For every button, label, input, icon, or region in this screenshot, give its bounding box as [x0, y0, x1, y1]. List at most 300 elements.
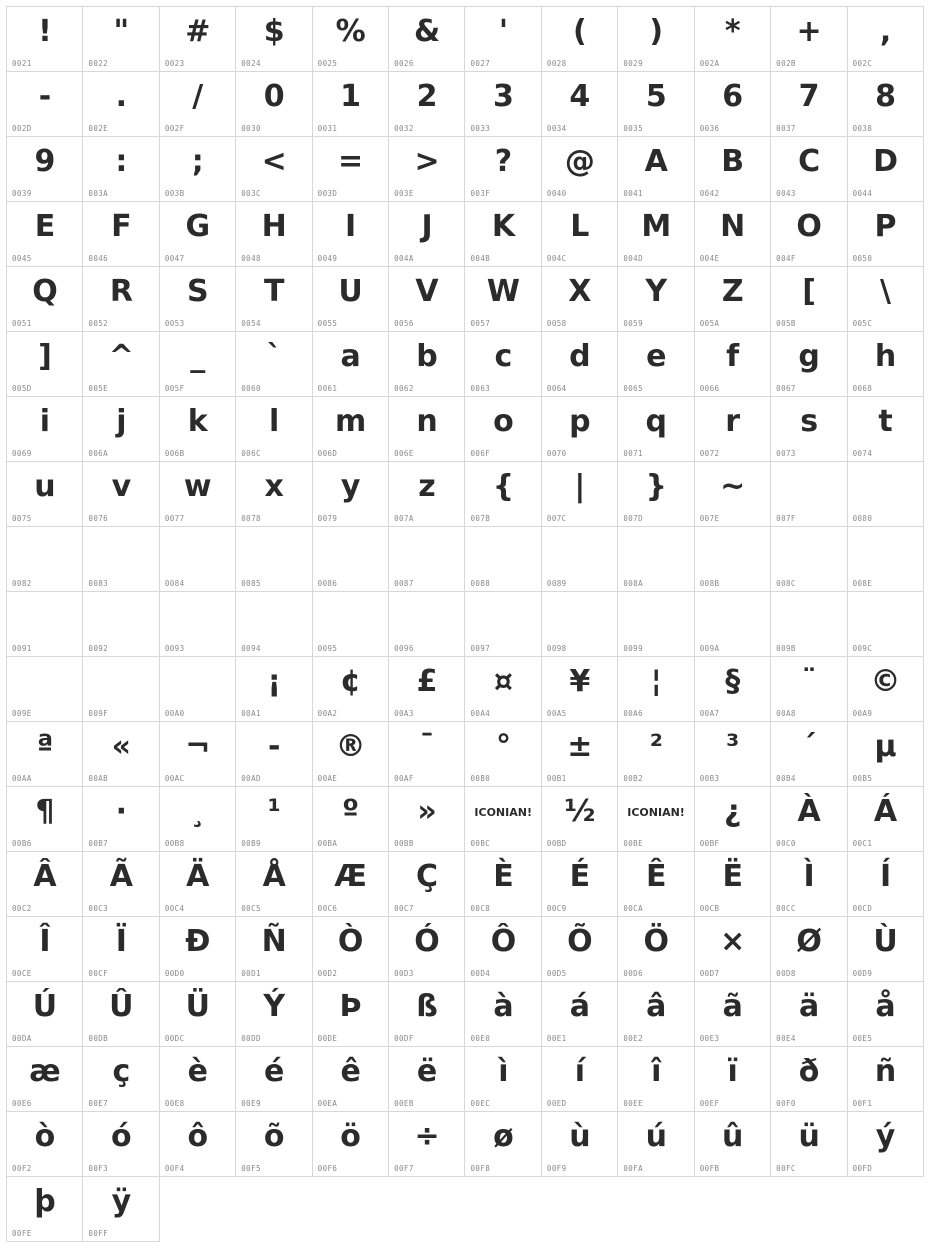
glyph-cell[interactable]	[618, 917, 694, 982]
glyph-cell[interactable]	[313, 1047, 389, 1112]
glyph-cell[interactable]	[695, 267, 771, 332]
glyph-cell[interactable]	[695, 787, 771, 852]
glyph-cell[interactable]	[695, 982, 771, 1047]
glyph-cell[interactable]	[7, 1047, 83, 1112]
glyph-cell[interactable]	[83, 332, 159, 397]
glyph-codepoint: 0097	[470, 644, 491, 653]
glyph-codepoint: 00BF	[699, 839, 720, 848]
glyph-cell[interactable]	[465, 462, 541, 527]
glyph-cell[interactable]	[771, 1112, 847, 1177]
glyph-codepoint: 003F	[470, 189, 491, 198]
glyph-cell[interactable]	[83, 202, 159, 267]
glyph-cell[interactable]	[7, 7, 83, 72]
glyph-char: A	[644, 144, 668, 179]
glyph-grid	[6, 6, 924, 1242]
glyph-cell[interactable]	[236, 1112, 312, 1177]
glyph-cell[interactable]	[160, 657, 236, 722]
glyph-char: è	[187, 1054, 208, 1089]
glyph-cell[interactable]	[695, 202, 771, 267]
glyph-cell[interactable]	[389, 852, 465, 917]
glyph-cell[interactable]	[160, 592, 236, 657]
glyph-cell[interactable]	[313, 527, 389, 592]
glyph-codepoint: 0069	[12, 449, 32, 458]
glyph-codepoint: 00A7	[699, 709, 720, 718]
glyph-cell[interactable]	[618, 657, 694, 722]
glyph-cell[interactable]	[160, 462, 236, 527]
glyph-cell[interactable]	[160, 72, 236, 137]
glyph-codepoint: 00AB	[88, 774, 109, 783]
glyph-cell[interactable]	[465, 1047, 541, 1112]
glyph-char: ICONIAN!	[474, 805, 532, 819]
glyph-cell[interactable]	[236, 332, 312, 397]
glyph-cell[interactable]	[618, 1112, 694, 1177]
glyph-cell[interactable]	[313, 202, 389, 267]
glyph-cell[interactable]	[7, 787, 83, 852]
glyph-cell[interactable]	[542, 1112, 618, 1177]
glyph-cell[interactable]	[848, 852, 924, 917]
glyph-cell[interactable]	[313, 982, 389, 1047]
glyph-cell[interactable]	[848, 592, 924, 657]
glyph-cell[interactable]	[313, 332, 389, 397]
glyph-cell[interactable]	[7, 852, 83, 917]
glyph-cell[interactable]	[236, 462, 312, 527]
glyph-cell[interactable]	[771, 267, 847, 332]
glyph-char: µ	[874, 729, 897, 764]
glyph-cell[interactable]	[7, 462, 83, 527]
glyph-char: Ö	[643, 924, 669, 959]
glyph-codepoint: 0049	[317, 254, 338, 263]
glyph-cell[interactable]	[465, 267, 541, 332]
glyph-cell[interactable]	[848, 332, 924, 397]
glyph-codepoint: 007A	[394, 514, 414, 523]
glyph-char	[771, 527, 846, 577]
glyph-cell[interactable]	[542, 397, 618, 462]
glyph-cell[interactable]	[7, 332, 83, 397]
glyph-cell[interactable]	[160, 917, 236, 982]
glyph-codepoint: 00FD	[852, 1164, 873, 1173]
glyph-cell[interactable]	[313, 1112, 389, 1177]
glyph-codepoint: 00FC	[776, 1164, 796, 1173]
glyph-cell[interactable]	[618, 332, 694, 397]
glyph-char: ¥	[569, 664, 590, 699]
glyph-cell[interactable]	[542, 852, 618, 917]
glyph-char: Ç	[416, 859, 438, 894]
glyph-cell[interactable]	[236, 592, 312, 657]
glyph-codepoint: 0023	[164, 59, 185, 68]
glyph-cell[interactable]	[83, 1112, 159, 1177]
glyph-codepoint: 00DB	[88, 1034, 109, 1043]
glyph-char: Ä	[186, 859, 209, 894]
glyph-cell[interactable]	[236, 7, 312, 72]
glyph-cell[interactable]	[695, 397, 771, 462]
glyph-cell[interactable]	[7, 527, 83, 592]
glyph-cell[interactable]	[542, 202, 618, 267]
glyph-cell[interactable]	[389, 7, 465, 72]
glyph-cell[interactable]	[236, 1047, 312, 1112]
glyph-cell[interactable]	[236, 657, 312, 722]
glyph-cell[interactable]	[695, 592, 771, 657]
glyph-cell[interactable]	[695, 1047, 771, 1112]
glyph-codepoint: 0096	[394, 644, 414, 653]
glyph-cell[interactable]	[465, 137, 541, 202]
glyph-codepoint: 0022	[88, 59, 109, 68]
glyph-cell[interactable]	[848, 527, 924, 592]
glyph-cell[interactable]	[771, 397, 847, 462]
glyph-cell[interactable]	[542, 72, 618, 137]
glyph-cell[interactable]	[771, 202, 847, 267]
glyph-cell[interactable]	[7, 72, 83, 137]
glyph-cell[interactable]	[389, 202, 465, 267]
glyph-cell[interactable]	[771, 137, 847, 202]
glyph-char: V	[415, 274, 439, 309]
glyph-char: q	[645, 404, 667, 439]
glyph-cell[interactable]	[618, 722, 694, 787]
glyph-cell[interactable]	[542, 462, 618, 527]
glyph-cell[interactable]	[542, 722, 618, 787]
glyph-cell[interactable]	[618, 982, 694, 1047]
glyph-codepoint: 00CE	[12, 969, 32, 978]
glyph-cell[interactable]	[848, 7, 924, 72]
glyph-codepoint: 00C4	[164, 904, 185, 913]
glyph-cell[interactable]	[83, 137, 159, 202]
glyph-cell[interactable]	[848, 1112, 924, 1177]
glyph-char: Ø	[796, 924, 822, 959]
glyph-cell[interactable]	[465, 657, 541, 722]
glyph-char: f	[726, 339, 739, 374]
glyph-cell[interactable]	[160, 332, 236, 397]
glyph-cell[interactable]	[236, 917, 312, 982]
glyph-cell[interactable]	[465, 397, 541, 462]
glyph-cell[interactable]	[83, 657, 159, 722]
glyph-cell[interactable]	[83, 592, 159, 657]
glyph-cell[interactable]	[771, 787, 847, 852]
glyph-cell[interactable]	[160, 137, 236, 202]
glyph-char: C	[798, 144, 820, 179]
glyph-cell[interactable]	[313, 722, 389, 787]
glyph-cell[interactable]	[848, 267, 924, 332]
glyph-cell[interactable]	[618, 852, 694, 917]
glyph-cell[interactable]	[236, 72, 312, 137]
glyph-char: Ó	[414, 924, 440, 959]
glyph-char	[160, 592, 235, 642]
glyph-cell[interactable]	[542, 657, 618, 722]
glyph-cell[interactable]	[313, 267, 389, 332]
glyph-cell[interactable]	[542, 332, 618, 397]
glyph-cell[interactable]	[618, 527, 694, 592]
glyph-char: `	[266, 339, 282, 374]
glyph-char: Ñ	[261, 924, 287, 959]
glyph-cell[interactable]	[236, 202, 312, 267]
glyph-cell[interactable]	[465, 202, 541, 267]
glyph-char: L	[570, 209, 589, 244]
glyph-char: Î	[39, 924, 51, 959]
glyph-cell[interactable]	[389, 527, 465, 592]
glyph-cell[interactable]	[7, 267, 83, 332]
glyph-cell[interactable]	[695, 722, 771, 787]
glyph-cell[interactable]	[313, 7, 389, 72]
glyph-cell[interactable]	[83, 917, 159, 982]
glyph-cell[interactable]	[313, 917, 389, 982]
glyph-cell[interactable]	[83, 1047, 159, 1112]
glyph-cell[interactable]	[695, 137, 771, 202]
glyph-char: ±	[567, 729, 592, 764]
glyph-cell[interactable]	[848, 1047, 924, 1112]
glyph-cell[interactable]	[389, 1112, 465, 1177]
glyph-cell[interactable]	[236, 722, 312, 787]
glyph-cell[interactable]	[695, 332, 771, 397]
glyph-cell[interactable]	[618, 397, 694, 462]
glyph-cell[interactable]	[83, 267, 159, 332]
glyph-cell[interactable]	[7, 592, 83, 657]
glyph-cell[interactable]	[313, 397, 389, 462]
glyph-cell[interactable]	[465, 7, 541, 72]
glyph-cell[interactable]	[771, 917, 847, 982]
glyph-char	[313, 592, 388, 642]
glyph-char: Ì	[803, 859, 815, 894]
glyph-cell[interactable]	[7, 982, 83, 1047]
glyph-cell[interactable]	[7, 1177, 83, 1242]
glyph-cell[interactable]	[313, 72, 389, 137]
glyph-cell[interactable]	[465, 592, 541, 657]
glyph-codepoint: 0076	[88, 514, 109, 523]
glyph-char	[848, 527, 923, 577]
glyph-cell[interactable]	[160, 1047, 236, 1112]
glyph-codepoint: 0030	[241, 124, 261, 133]
glyph-char: à	[493, 989, 514, 1024]
glyph-cell[interactable]	[465, 852, 541, 917]
glyph-codepoint: 0070	[546, 449, 567, 458]
glyph-char: >	[414, 144, 440, 179]
glyph-codepoint: 0099	[623, 644, 643, 653]
glyph-cell[interactable]	[771, 462, 847, 527]
glyph-cell[interactable]	[848, 397, 924, 462]
glyph-cell[interactable]	[83, 7, 159, 72]
glyph-cell[interactable]	[618, 1047, 694, 1112]
glyph-cell[interactable]	[618, 787, 694, 852]
glyph-cell[interactable]	[542, 7, 618, 72]
glyph-cell[interactable]	[695, 917, 771, 982]
glyph-cell[interactable]	[848, 202, 924, 267]
glyph-cell[interactable]	[465, 982, 541, 1047]
glyph-codepoint: 0054	[241, 319, 261, 328]
glyph-cell[interactable]	[83, 787, 159, 852]
glyph-cell[interactable]	[83, 72, 159, 137]
glyph-cell[interactable]	[618, 137, 694, 202]
glyph-cell[interactable]	[771, 852, 847, 917]
glyph-cell[interactable]	[695, 852, 771, 917]
glyph-char: 9	[34, 144, 55, 179]
glyph-cell[interactable]	[771, 592, 847, 657]
glyph-char: ¯	[419, 729, 435, 764]
glyph-cell[interactable]	[465, 72, 541, 137]
glyph-cell[interactable]	[618, 7, 694, 72]
glyph-cell[interactable]	[771, 1047, 847, 1112]
glyph-codepoint: 0071	[623, 449, 643, 458]
glyph-cell[interactable]	[313, 462, 389, 527]
glyph-cell[interactable]	[848, 72, 924, 137]
glyph-cell[interactable]	[236, 397, 312, 462]
glyph-char	[695, 592, 770, 642]
glyph-cell[interactable]	[695, 657, 771, 722]
glyph-cell[interactable]	[7, 722, 83, 787]
glyph-cell[interactable]	[848, 722, 924, 787]
glyph-cell[interactable]	[465, 722, 541, 787]
glyph-cell[interactable]	[83, 852, 159, 917]
glyph-cell[interactable]	[695, 462, 771, 527]
glyph-cell[interactable]	[7, 657, 83, 722]
glyph-char	[389, 527, 464, 577]
glyph-cell[interactable]	[771, 527, 847, 592]
glyph-cell[interactable]	[618, 592, 694, 657]
glyph-char: È	[493, 859, 514, 894]
glyph-cell[interactable]	[542, 982, 618, 1047]
glyph-cell[interactable]	[160, 527, 236, 592]
glyph-cell[interactable]	[7, 137, 83, 202]
glyph-cell[interactable]	[389, 592, 465, 657]
glyph-cell[interactable]	[771, 72, 847, 137]
glyph-cell[interactable]	[542, 137, 618, 202]
glyph-cell[interactable]	[389, 137, 465, 202]
glyph-cell[interactable]	[83, 397, 159, 462]
glyph-cell[interactable]	[389, 982, 465, 1047]
glyph-cell[interactable]	[7, 397, 83, 462]
glyph-char: ã	[722, 989, 743, 1024]
glyph-cell[interactable]	[389, 787, 465, 852]
glyph-cell[interactable]	[236, 787, 312, 852]
glyph-cell[interactable]	[160, 787, 236, 852]
glyph-cell[interactable]	[160, 397, 236, 462]
glyph-cell[interactable]	[465, 527, 541, 592]
glyph-cell[interactable]	[313, 787, 389, 852]
glyph-cell[interactable]	[83, 527, 159, 592]
glyph-cell[interactable]	[389, 397, 465, 462]
glyph-cell[interactable]	[465, 917, 541, 982]
glyph-cell[interactable]	[313, 137, 389, 202]
glyph-cell[interactable]	[542, 787, 618, 852]
glyph-char: G	[185, 209, 210, 244]
glyph-cell[interactable]	[160, 7, 236, 72]
glyph-cell[interactable]	[542, 592, 618, 657]
glyph-cell[interactable]	[542, 917, 618, 982]
glyph-cell[interactable]	[848, 657, 924, 722]
glyph-cell[interactable]	[389, 267, 465, 332]
glyph-cell[interactable]	[848, 462, 924, 527]
glyph-cell[interactable]	[160, 267, 236, 332]
glyph-cell[interactable]	[160, 982, 236, 1047]
glyph-cell[interactable]	[618, 202, 694, 267]
glyph-cell[interactable]	[7, 1112, 83, 1177]
glyph-char: Z	[721, 274, 744, 309]
glyph-cell[interactable]	[83, 722, 159, 787]
glyph-codepoint: 00D3	[394, 969, 414, 978]
glyph-cell[interactable]	[389, 722, 465, 787]
glyph-codepoint: 0068	[852, 384, 873, 393]
glyph-codepoint: 0056	[394, 319, 414, 328]
glyph-char: )	[649, 14, 663, 49]
glyph-cell[interactable]	[542, 267, 618, 332]
glyph-cell[interactable]	[389, 657, 465, 722]
glyph-cell[interactable]	[7, 202, 83, 267]
glyph-char	[542, 592, 617, 642]
glyph-cell[interactable]	[695, 7, 771, 72]
glyph-cell[interactable]	[771, 982, 847, 1047]
glyph-cell[interactable]	[83, 982, 159, 1047]
glyph-cell[interactable]	[695, 527, 771, 592]
glyph-codepoint: 0085	[241, 579, 261, 588]
glyph-char: T	[263, 274, 284, 309]
glyph-char: ó	[111, 1119, 132, 1154]
glyph-cell[interactable]	[236, 137, 312, 202]
glyph-cell[interactable]	[389, 72, 465, 137]
glyph-cell[interactable]	[542, 1047, 618, 1112]
glyph-cell[interactable]	[848, 137, 924, 202]
glyph-cell[interactable]	[236, 982, 312, 1047]
glyph-cell[interactable]	[771, 332, 847, 397]
glyph-cell[interactable]	[848, 982, 924, 1047]
glyph-cell[interactable]	[389, 1047, 465, 1112]
glyph-codepoint: 0025	[317, 59, 338, 68]
glyph-cell[interactable]	[7, 917, 83, 982]
glyph-cell[interactable]	[313, 657, 389, 722]
glyph-cell[interactable]	[771, 657, 847, 722]
glyph-cell[interactable]	[236, 852, 312, 917]
glyph-codepoint: 00FE	[12, 1229, 32, 1238]
glyph-codepoint: 009A	[699, 644, 720, 653]
glyph-cell[interactable]	[160, 1112, 236, 1177]
glyph-cell[interactable]	[542, 527, 618, 592]
glyph-codepoint: 006D	[317, 449, 338, 458]
glyph-cell[interactable]	[160, 852, 236, 917]
glyph-cell[interactable]	[389, 332, 465, 397]
glyph-cell[interactable]	[771, 7, 847, 72]
glyph-cell[interactable]	[771, 722, 847, 787]
glyph-cell[interactable]	[695, 72, 771, 137]
glyph-codepoint: 009C	[852, 644, 873, 653]
glyph-codepoint: 00C1	[852, 839, 873, 848]
glyph-cell[interactable]	[695, 1112, 771, 1177]
glyph-char: <	[261, 144, 287, 179]
glyph-char: R	[109, 274, 133, 309]
glyph-codepoint: 00C8	[470, 904, 491, 913]
glyph-cell[interactable]	[848, 787, 924, 852]
glyph-cell[interactable]	[160, 722, 236, 787]
glyph-cell[interactable]	[313, 592, 389, 657]
glyph-cell[interactable]	[848, 917, 924, 982]
glyph-cell[interactable]	[618, 267, 694, 332]
glyph-cell[interactable]	[160, 202, 236, 267]
glyph-char: ò	[34, 1119, 55, 1154]
glyph-codepoint: 0052	[88, 319, 109, 328]
glyph-cell[interactable]	[389, 462, 465, 527]
glyph-cell[interactable]	[83, 462, 159, 527]
glyph-cell[interactable]	[83, 1177, 159, 1242]
glyph-cell[interactable]	[389, 917, 465, 982]
glyph-cell[interactable]	[465, 787, 541, 852]
glyph-char: Í	[879, 859, 891, 894]
glyph-codepoint: 00FF	[88, 1229, 109, 1238]
glyph-char: ÿ	[111, 1184, 131, 1219]
glyph-cell[interactable]	[465, 332, 541, 397]
glyph-cell[interactable]	[465, 1112, 541, 1177]
glyph-cell[interactable]	[313, 852, 389, 917]
glyph-cell[interactable]	[236, 267, 312, 332]
glyph-cell[interactable]	[236, 527, 312, 592]
glyph-cell[interactable]	[618, 462, 694, 527]
glyph-codepoint: 004B	[470, 254, 491, 263]
glyph-cell[interactable]	[618, 72, 694, 137]
glyph-char: 3	[493, 79, 514, 114]
glyph-char: ï	[727, 1054, 738, 1089]
